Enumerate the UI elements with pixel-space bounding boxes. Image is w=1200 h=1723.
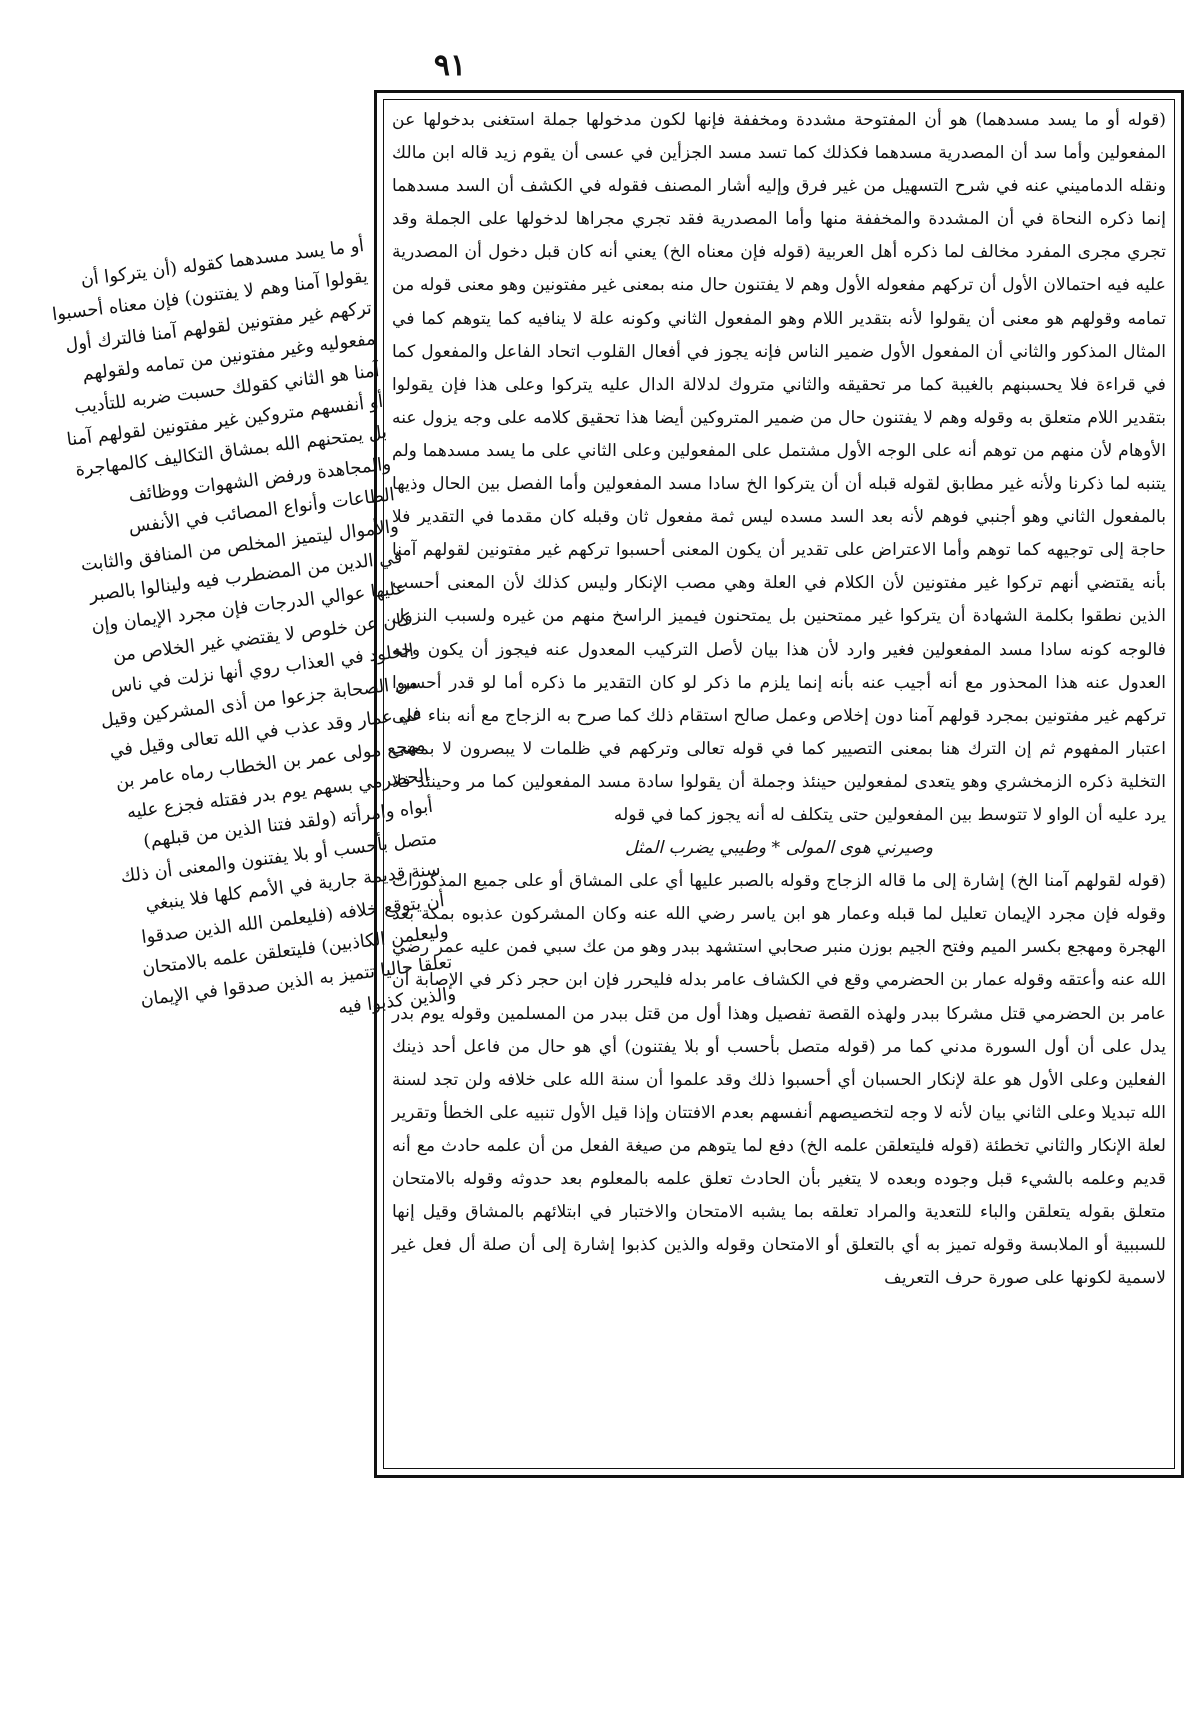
margin-paragraph-1: أو ما يسد مسدهما كقوله (أن يتركوا أن يقولوا آمنا وهم لا يفتنون) فإن معناه أحسبوا تركهم غير مفتونين لقولهم آمنا فالترك أول مفعوليه وغير مفتونين من تمامه ولقولهم آمنا هو الثاني كقولك حسبت ضربه للتأديب أو أنفسهم متروكين غير مفتونين لقولهم آمنا بل يمتحنهم الله بمشاق التكاليف كالمهاجرة والمجاهدة ورفض الشهوات ووظائف الطاعات وأنواع المصائب في الأنفس والأموال ليتميز المخلص من المنافق والثابت في الدين من المضطرب فيه ولينالوا بالصبر عليها عوالي الدرجات فإن مجرد الإيمان وإن كان عن خلوص لا يقتضي غير الخلاص من الخلود في العذاب روي أنها نزلت في ناس من الصحابة جزعوا من أذى المشركين وقيل في عمار وقد عذب في الله تعالى وقيل في مهجع مولى عمر بن الخطاب رماه عامر بن الحضرمي بسهم يوم بدر فقتله فجزع عليه أبواه وامرأته (ولقد فتنا الذين من قبلهم) متصل بأحسب أو بلا يفتنون والمعنى أن ذلك سنة قديمة جارية في الأمم كلها فلا ينبغي أن يتوقع خلافه (فليعلمن الله الذين صدقوا وليعلمن الكاذبين) فليتعلقن علمه بالامتحان تعلقا حاليا تتميز به الذين صدقوا في الإيمان والذين كذبوا فيه bbox=[51, 234, 458, 1019]
main-commentary bbox=[384, 100, 1174, 1465]
main-paragraph-2: (قوله لقولهم آمنا الخ) إشارة إلى ما قاله الزجاج وقوله بالصبر عليها أي على المشاق أو على جميع المذكورات وقوله فإن مجرد الإيمان تعليل لما قبله وعمار هو ابن ياسر رضي الله عنه وكان المشركون عذبوه بمكة بعد الهجرة ومهجع بكسر الميم وفتح الجيم بوزن منبر صحابي استشهد ببدر وهو من عك سبي فمن عليه عمر رضي الله عنه وأعتقه وقوله عمار بن الحضرمي وقع في الكشاف عامر بدله فليحرر فإن ابن حجر ذكر في الإصابة أن عامر بن الحضرمي قتل مشركا ببدر ولهذه القصة تفصيل وهذا أول من قتل ببدر من المسلمين وقوله يوم بدر يدل على أن أول السورة مدني كما مر (قوله متصل بأحسب أو بلا يفتنون) أي هو حال من فاعل أحد ذينك الفعلين وعلى الأول هو علة لإنكار الحسبان أي أحسبوا ذلك وقد علموا أن سنة الله على خلافه ولن تجد لسنة الله تبديلا وعلى الثاني بيان لأنه لا وجه لتخصيصهم أنفسهم بعدم الافتتان وإذا قيل الأول تنبيه على الخطأ وتقرير لعلة الإنكار والثاني تخطئة (قوله فليتعلقن علمه الخ) دفع لما يتوهم من صيغة الفعل من أن علمه حادث مع أنه قديم وعلمه بالشيء قبل وجوده وبعده لا يتغير بأن الحادث تعلق علمه بالمعلوم بعد حدوثه وقوله بالامتحان متعلق بقوله يتعلقن والباء للتعدية والمراد تعلقه بما يشبه الامتحان والاختبار في ابتلائهم بالمشاق وقيل إنها للسببية أو الملابسة وقوله تميز به أي بالتعلق أو الامتحان وقوله والذين كذبوا إشارة إلى أن صلة أل فعل غير لاسمية لكونها على صورة حرف التعريف bbox=[392, 871, 1166, 1289]
page-number: ٩١ bbox=[433, 48, 467, 83]
poetry-verse: وصيرني هوى المولى * وطيبي يضرب المثل bbox=[624, 838, 933, 859]
main-paragraph-1: (قوله أو ما يسد مسدهما) هو أن المفتوحة مشددة ومخففة فإنها لكون مدخولها جملة استغنى بدخولها عن المفعولين وأما سد أن المصدرية مسدهما فكذلك كما تسد مسد الجزأين في عسى أن يقوم زيد قاله ابن مالك ونقله الدماميني عنه في شرح التسهيل من غير فرق وإليه أشار المصنف فقوله في الكشف أن السد مسدهما إنما ذكره النحاة في أن المشددة والمخففة منها وأما المصدرية فقد تجري مجراها لدخولها على الجملة وقد تجري مجرى المفرد مخالف لما ذكره أهل العربية (قوله فإن معناه الخ) يعني أنه كان قبل دخول أن المصدرية عليه فيه احتمالان الأول أن تركهم مفعوله الأول وهم لا يفتنون حال منه بمعنى غير مفتونين وهو معنى قوله من تمامه وقولهم هو معنى أن يقولوا لأنه بتقدير اللام وهو المفعول الثاني وكونه علة لا ينافيه كما يتوهم كما في المثال المذكور والثاني أن المفعول الأول ضمير الناس فإنه يجوز في أفعال القلوب اتحاد الفاعل والمفعول كما في قراءة فلا يحسبنهم بالغيبة كما مر تحقيقه والثاني متروك لدلالة الدال عليه يتركوا وعلى هذا فإن يقولوا بتقدير اللام متعلق به وقوله وهم لا يفتنون حال من ضمير المتروكين أيضا هذا تحقيق كلامه على وجه يزول عنه الأوهام لأن منهم من توهم أنه على الوجه الأول مشتمل على المفعولين وعلى الثاني على ما يسد مسدهما ولم يتنبه لما ذكرنا ولأنه غير مطابق لقوله قبله أن أن يتركوا الخ سادا مسد المفعولين وأما الفصل بين الحال وذيها بالمفعول الثاني وهو أجنبي فوهم لأنه بعد السد مسده ليس ثمة مفعول ثان وقبله كان مقدما في التقدير فلا حاجة إلى توجيهه كما توهم وأما الاعتراض على تقدير أن يكون المعنى أحسبوا تركهم غير مفتونين لقولهم آمنا بأنه يقتضي أنهم تركوا غير مفتونين لأن الكلام في العلة وهي مصب الإنكار وليس كذلك لأن المعنى أحسب الذين نطقوا بكلمة الشهادة أن يتركوا غير ممتحنين بل يمتحنون فيميز الراسخ منهم من غيره ولسبب النزول فالوجه كونه سادا مسد المفعولين فغير وارد لأن هذا بيان لأصل التركيب المعدول عنه فيجوز أن يكون وجه العدول عنه هذا المحذور مع أنه أجيب عنه بأنه إنما يلزم ما ذكر لو كان التقدير ما ذكره أما لو قدر أحسبوا تركهم غير مفتونين بمجرد قولهم آمنا دون إخلاص وعمل صالح استقام ذلك كما صرح به الزجاج مع أنه بناء على اعتبار المفهوم ثم إن الترك هنا بمعنى التصيير كما في قوله تعالى وتركهم في ظلمات لا يبصرون لا بمعنى التخلية ذكره الزمخشري وهو يتعدى لمفعولين حينئذ وجملة أن يقولوا سادة مسد المفعولين كما مر وحينئذ فلا يرد عليه أن الواو لا تتوسط بين المفعولين حتى يتكلف له أنه يجوز كما في قوله bbox=[392, 110, 1166, 825]
